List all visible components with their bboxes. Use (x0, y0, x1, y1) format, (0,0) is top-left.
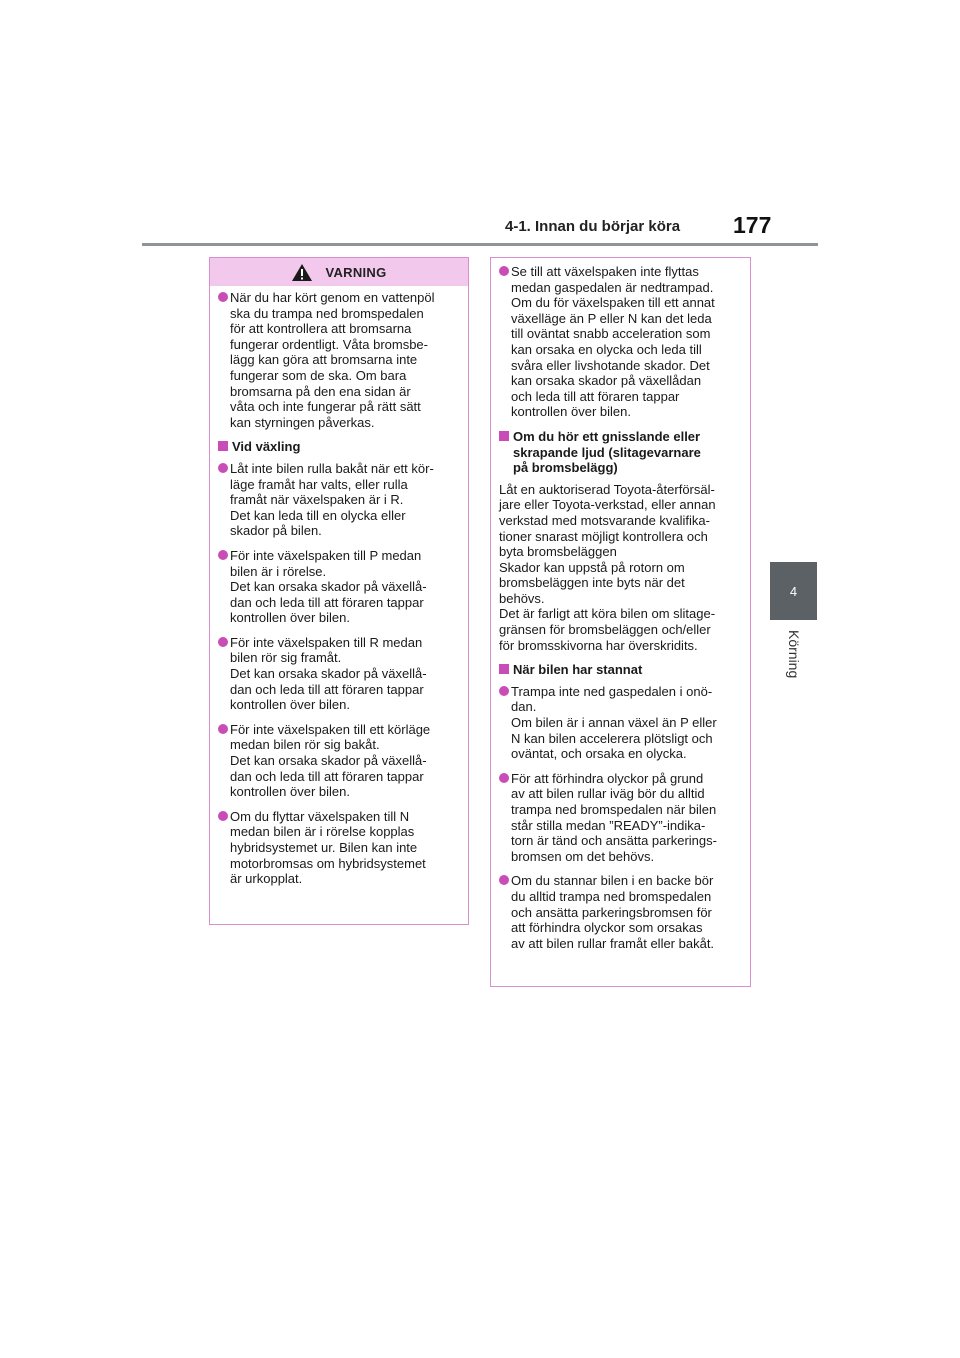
warning-content (210, 290, 468, 887)
list-item (218, 635, 458, 713)
item-text: Om du flyttar växelspaken till N medan bilen är i rörelse kopplas hybridsystemet ur. Bilen kan inte motorbromsas om hybridsystemet är urkopplat. (230, 808, 426, 887)
bullet-icon (218, 292, 228, 302)
bullet-icon (218, 637, 228, 647)
item-text: För inte växelspaken till R medan bilen rör sig framåt. Det kan orsaka skador på växellå- dan och leda till att föraren tappar kontrollen över bilen. (230, 634, 427, 713)
item-text: Om du stannar bilen i en backe bör du alltid trampa ned bromspedalen och ansätta parkeringsbromsen för att förhindra olyckor som orsakas av att bilen rullar framåt eller bakåt. (511, 873, 715, 951)
subheading (499, 662, 740, 678)
item-text: För inte växelspaken till ett körläge medan bilen rör sig bakåt. Det kan orsaka skador på växellå- dan och leda till att föraren tappar kontrollen över bilen. (230, 721, 431, 800)
bullet-icon (499, 266, 509, 276)
list-item (218, 461, 458, 539)
chapter-tab (770, 562, 817, 620)
bullet-icon (218, 550, 228, 560)
page-number: 177 (733, 212, 772, 238)
list-item (499, 264, 740, 420)
subheading (218, 439, 458, 455)
list-item (499, 684, 740, 762)
paragraph: Låt en auktoriserad Toyota-återförsäl- jare eller Toyota-verkstad, eller annan verkstad med motsvarande kvalifika- tioner snarast möjligt kontrollera och byta bromsbeläggen Skador kan uppstå på rotorn om bromsbeläggen inte byts när det behövs. Det är farligt att köra bilen om slitage- gränsen för bromsbeläggen och/eller för bromsskivorna har överskridits. (499, 481, 716, 653)
square-bullet-icon (218, 441, 228, 451)
item-text: För inte växelspaken till P medan bilen är i rörelse. Det kan orsaka skador på växellå- dan och leda till att föraren tappar kontrollen över bilen. (230, 547, 427, 626)
list-item (499, 771, 740, 865)
list-item (218, 548, 458, 626)
list-item (218, 290, 458, 430)
bullet-icon (499, 875, 509, 885)
list-item (218, 722, 458, 800)
chapter-label: Körning (786, 630, 802, 679)
square-bullet-icon (499, 431, 509, 441)
warning-header (210, 258, 468, 286)
list-item (218, 809, 458, 887)
list-item (499, 873, 740, 951)
bullet-icon (218, 463, 228, 473)
bullet-icon (218, 811, 228, 821)
chapter-number: 4 (789, 583, 798, 599)
warning-triangle-icon (291, 263, 313, 282)
item-text: Se till att växelspaken inte flyttas medan gaspedalen är nedtrampad. Om du för växelspaken till ett annat växelläge än P eller N kan det leda till oväntat snabb acceleration som kan orsaka en olycka och leda till svåra eller livshotande skador. Det kan orsaka skador på växellådan och leda till att föraren tappar kontrollen över bilen. (511, 264, 715, 420)
bullet-icon (499, 686, 509, 696)
bullet-icon (499, 773, 509, 783)
warning-title: VARNING (325, 264, 387, 280)
subheading-text: Om du hör ett gnisslande eller skrapande ljud (slitagevarnare på bromsbelägg) (513, 428, 701, 476)
item-text: Låt inte bilen rulla bakåt när ett kör- läge framåt har valts, eller rulla framåt när växelspaken är i R. Det kan leda till en olycka eller skador på bilen. (230, 460, 434, 539)
subheading-text: När bilen har stannat (513, 662, 643, 678)
warning-box (209, 257, 469, 925)
subheading (499, 429, 740, 476)
warning-box-continued (490, 257, 751, 987)
warning-content (491, 264, 750, 951)
header-rule (142, 243, 818, 246)
item-text: Trampa inte ned gaspedalen i onö- dan. Om bilen är i annan växel än P eller N kan bilen accelerera plötsligt och oväntat, och orsaka en olycka. (511, 683, 717, 762)
item-text: För att förhindra olyckor på grund av att bilen rullar iväg bör du alltid trampa ned bromspedalen när bilen står stilla medan ”READY”-indika- torn är tänd och ansätta parkerings- bromsen om det behövs. (511, 770, 717, 864)
square-bullet-icon (499, 664, 509, 674)
subheading-text: Vid växling (232, 439, 301, 455)
section-title: 4-1. Innan du börjar köra (505, 218, 681, 235)
bullet-icon (218, 724, 228, 734)
item-text: När du har kört genom en vattenpöl ska du trampa ned bromspedalen för att kontrollera att bromsarna fungerar ordentligt. Våta bromsbe- lägg kan göra att bromsarna inte fungerar som de ska. Om bara bromsarna på den ena sidan är våta och inte fungerar på rätt sätt kan styrningen påverkas. (230, 290, 435, 430)
